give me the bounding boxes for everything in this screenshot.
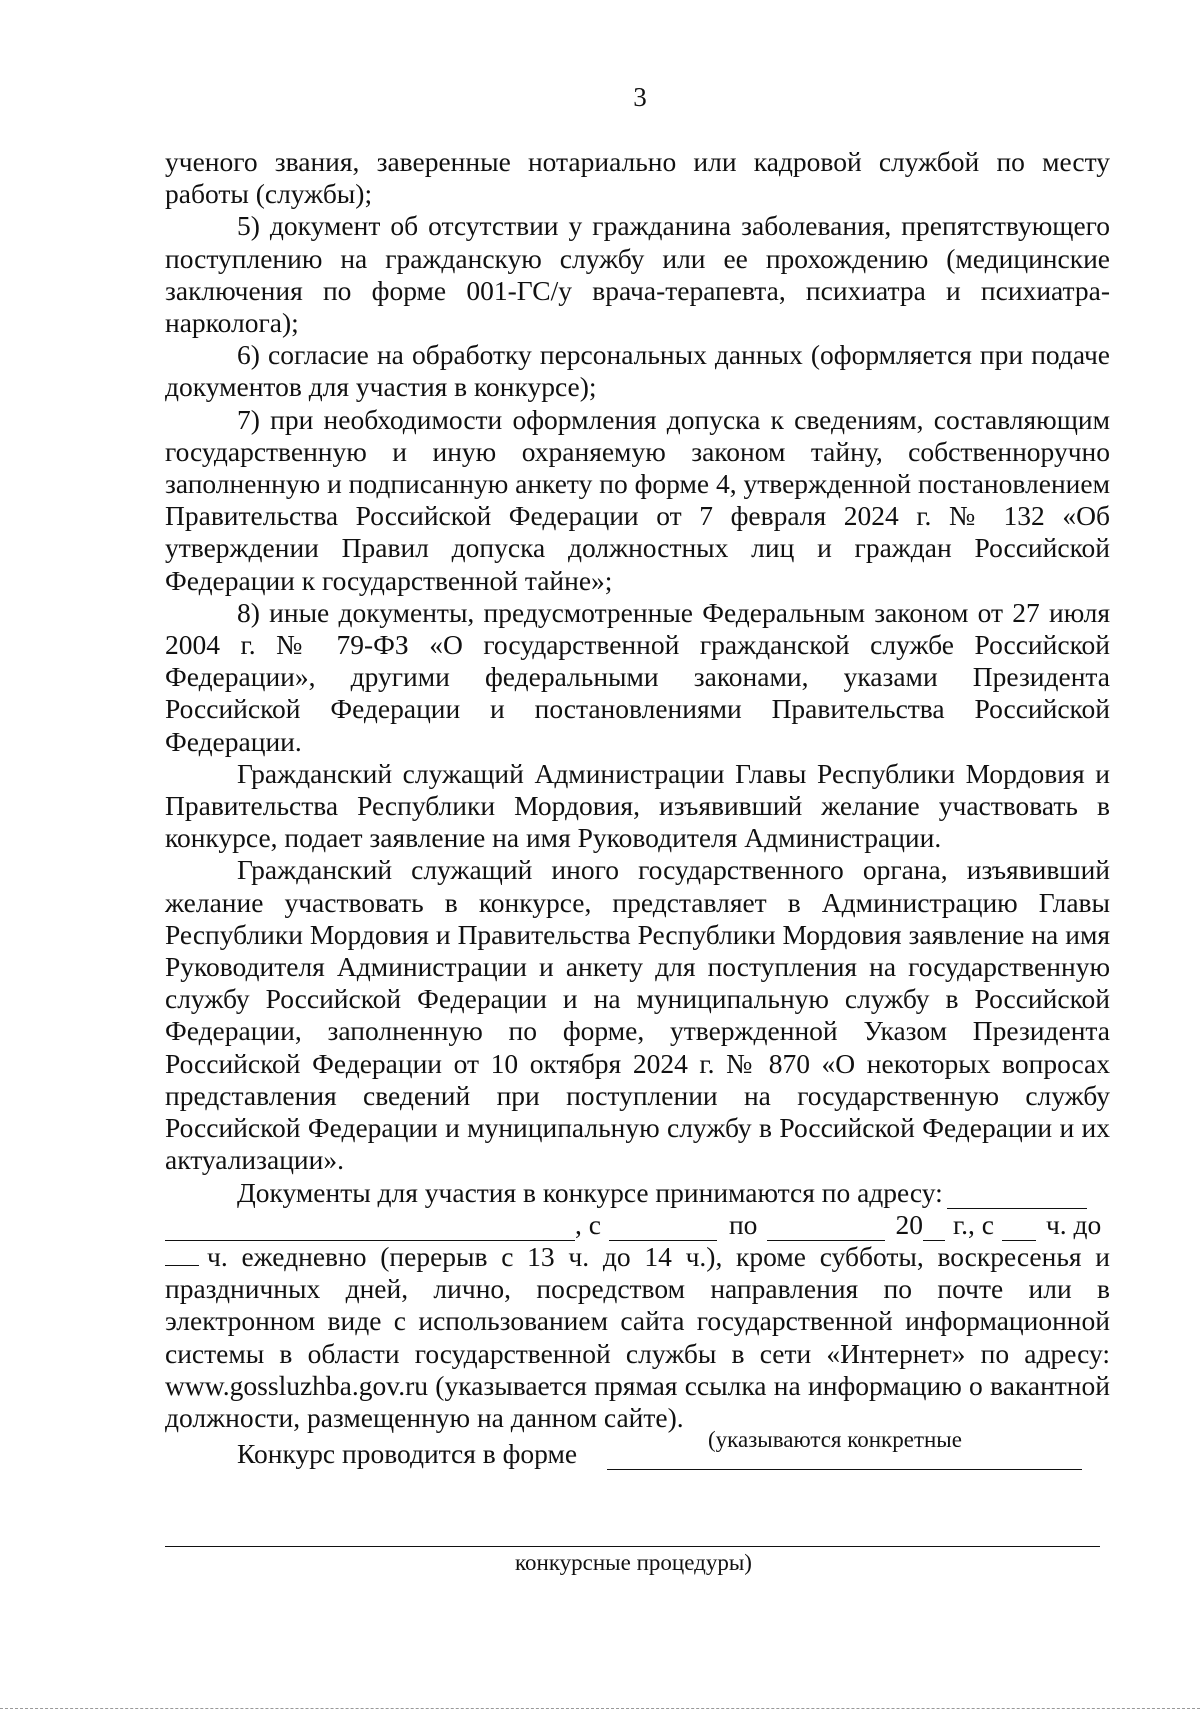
date-to-blank bbox=[767, 1218, 885, 1241]
paragraph-item-6: 6) согласие на обработку персональных данных (оформляется при подаче документов для участия в конкурсе); bbox=[165, 339, 1110, 403]
hour-to-blank bbox=[165, 1243, 199, 1266]
address-lead-line bbox=[165, 1177, 1110, 1209]
year-label: 20 bbox=[895, 1208, 923, 1240]
address-rest-text: ч. ежедневно (перерыв с 13 ч. до 14 ч.), кроме субботы, воскресенья и праздничных дней, лично, посредством направления по почте или в электронном виде с использованием сайта государственной информационной системы в области государственной службы в сети «Интернет» по адресу: www.gossluzhba.gov.ru (указывается прямая ссылка на информацию о вакантной должности, размещенную на данном сайте). bbox=[165, 1240, 1110, 1433]
paragraph-civil-servant-other-body: Гражданский служащий иного государственного органа, изъявивший желание участвовать в конкурсе, представляет в Администрацию Главы Республики Мордовия и Правительства Республики Мордовия заявление на имя Руководителя Администрации и анкету для поступления на государственную службу Российской Федерации и на муниципальную службу в Российской Федерации, заполненную по форме, утвержденной Указом Президента Российской Федерации от 10 октября 2024 г. № 870 «О некоторых вопросах представления сведений при поступлении на государственную службу Российской Федерации и муниципальную службу в Российской Федерации и их актуализации». bbox=[165, 854, 1110, 1176]
address-rest-paragraph bbox=[165, 1241, 1110, 1434]
date-to-label: по bbox=[728, 1208, 758, 1240]
address-blank-1 bbox=[947, 1186, 1087, 1209]
document-body bbox=[165, 146, 1110, 1470]
hour-from-blank bbox=[1002, 1218, 1036, 1241]
page-number: 3 bbox=[633, 82, 647, 112]
paragraph-civil-servant-administration: Гражданский служащий Администрации Главы Республики Мордовия и Правительства Республики Мордовия, изъявивший желание участвовать в конкурсе, подает заявление на имя Руководителя Администрации. bbox=[165, 757, 1110, 854]
date-from-label: , с bbox=[575, 1208, 601, 1240]
form-lead-text: Конкурс проводится в форме bbox=[237, 1438, 578, 1470]
paragraph-item-7: 7) при необходимости оформления допуска к сведениям, составляющим государственную и иную охраняемую законом тайну, собственноручно заполненную и подписанную анкету по форме 4, утвержденной постановлением Правительства Российской Федерации от 7 февраля 2024 г. № 132 «Об утверждении Правил допуска должностных лиц и граждан Российской Федерации к государственной тайне»; bbox=[165, 403, 1110, 596]
form-caption-2: конкурсные процедуры) bbox=[515, 1550, 752, 1575]
form-line bbox=[165, 1438, 1110, 1470]
form-second-blank bbox=[165, 1546, 1100, 1547]
paragraph-item-5: 5) документ об отсутствии у гражданина заболевания, препятствующего поступлению на гражданскую службу или ее прохождению (медицинские заключения по форме 001-ГС/у врача-терапевта, психиатра и психиатра-нарколога); bbox=[165, 210, 1110, 339]
date-from-blank bbox=[609, 1218, 717, 1241]
hour-to-label: ч. до bbox=[1045, 1208, 1102, 1240]
paragraph-item-8: 8) иные документы, предусмотренные Федеральным законом от 27 июля 2004 г. № 79-ФЗ «О государственной гражданской службе Российской Федерации», другими федеральными законами, указами Президента Российской Федерации и постановлениями Правительства Российской Федерации. bbox=[165, 596, 1110, 757]
paragraph-continuation: ученого звания, заверенные нотариально или кадровой службой по месту работы (службы); bbox=[165, 146, 1110, 210]
form-caption-1: (указываются конкретные bbox=[708, 1427, 962, 1452]
year-blank bbox=[923, 1218, 945, 1241]
year-suffix-label: г., с bbox=[952, 1208, 994, 1240]
address-blank-2 bbox=[165, 1218, 575, 1241]
address-date-line bbox=[165, 1209, 1110, 1241]
address-lead-text: Документы для участия в конкурсе принимаются по адресу: bbox=[237, 1176, 943, 1208]
